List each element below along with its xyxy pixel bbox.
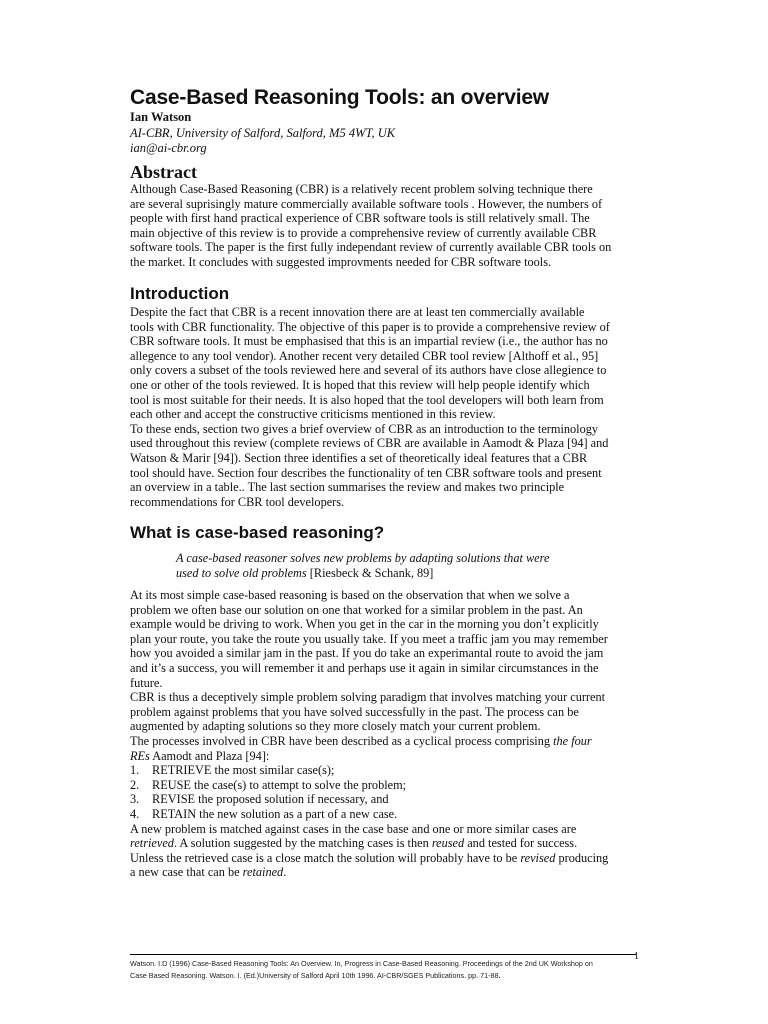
body-text: . (283, 865, 287, 880)
quote-line: used to solve old problems (176, 565, 307, 580)
intro-line: Watson & Marir [94]). Section three identifies a set of theoretically ideal features that a CBR (130, 450, 588, 465)
intro-line: one or other of the tools reviewed. It is hoped that this review will help people identify which (130, 377, 590, 392)
intro-line: tool is most suitable for their needs. It is also hoped that the tool developers will both learn from (130, 392, 604, 407)
body-line: plan your route, you take the route you usually take. If you meet a traffic jam you may remember (130, 631, 608, 646)
intro-line: an overview in a table.. The last section summarises the review and makes two principle (130, 480, 565, 495)
body-text: producing (555, 850, 609, 865)
step-text: RETAIN the new solution as a part of a new case. (152, 806, 398, 821)
author-affiliation: AI-CBR, University of Salford, Salford, M5 4WT, UK (130, 126, 396, 140)
author-email: ian@ai-cbr.org (130, 141, 207, 155)
citation-footer (130, 958, 593, 982)
footer-text: Case Based Reasoning. Watson. I. (Ed.)University of Salford April 10th 1996. AI-CBR/SGES Publications. pp. 71-88 (130, 971, 499, 980)
cbr-step-item (130, 763, 650, 778)
body-line: problem we often base our solution on one that worked for a similar problem in the past. An (130, 602, 583, 617)
step-text: REVISE the proposed solution if necessary, and (152, 792, 389, 807)
cbr-step-item (130, 778, 650, 793)
intro-line: tool should have. Section four describes the functionality of ten CBR software tools and present (130, 465, 602, 480)
introduction-heading: Introduction (130, 284, 230, 303)
body-line: CBR is thus a deceptively simple problem solving paradigm that involves matching your current (130, 690, 606, 705)
abstract-line: main objective of this review is to provide a comprehensive review of currently available CBR (130, 225, 597, 240)
body-line: A new problem is matched against cases in the case base and one or more similar cases are (130, 821, 577, 836)
body-text: Unless the retrieved case is a close match the solution will probably have to be (130, 850, 521, 865)
paper-title: Case-Based Reasoning Tools: an overview (130, 86, 549, 109)
abstract-heading: Abstract (130, 162, 197, 182)
body-line (130, 851, 650, 866)
what-is-cbr-body (130, 588, 650, 880)
footer-divider (130, 954, 636, 955)
body-line: example would be driving to work. When you get in the car in the morning you don’t explicitly (130, 617, 599, 632)
step-number: 3. (130, 792, 140, 807)
author-name: Ian Watson (130, 110, 192, 124)
intro-line: used throughout this review (complete reviews of CBR are available in Aamodt & Plaza [94] and (130, 436, 609, 451)
step-number: 2. (130, 777, 140, 792)
what-is-cbr-heading: What is case-based reasoning? (130, 523, 385, 542)
intro-line: tools with CBR functionality. The objective of this paper is to provide a comprehensive review of (130, 319, 610, 334)
quote-citation: [Riesbeck & Schank, 89] (306, 565, 434, 580)
abstract-line: the market. It concludes with suggested improvments needed for CBR software tools. (130, 254, 552, 269)
intro-line: CBR software tools. It must be emphasised that this is an impartial review (i.e., the author has no (130, 334, 608, 349)
cbr-step-item (130, 807, 650, 822)
body-line: augmented by adapting solutions so they more closely match your current problem. (130, 719, 541, 734)
step-text: REUSE the case(s) to attempt to solve the problem; (152, 777, 407, 792)
body-line (130, 749, 650, 764)
intro-line: each other and accept the constructive criticisms mentioned in this review. (130, 407, 496, 422)
step-text: RETRIEVE the most similar case(s); (152, 763, 335, 778)
body-text: . A solution suggested by the matching cases is then (173, 836, 432, 851)
body-italic: reused (431, 836, 465, 851)
body-line: and it’s a success, you will remember it and perhaps use it again in similar circumstances in the (130, 660, 599, 675)
abstract-line: people with first hand practical experience of CBR software tools is still relatively small. The (130, 211, 590, 226)
epigraph-quote (176, 551, 549, 580)
body-italic: retrieved (130, 836, 174, 851)
body-italic: retained (242, 865, 284, 880)
intro-line: recommendations for CBR tool developers. (130, 494, 345, 509)
body-text: The processes involved in CBR have been described as a cyclical process comprising (130, 733, 554, 748)
introduction-body (130, 305, 650, 509)
body-line: At its most simple case-based reasoning is based on the observation that when we solve a (130, 588, 570, 602)
body-text: a new case that can be (130, 865, 243, 880)
step-number: 1. (130, 763, 140, 778)
body-italic: REs (130, 748, 150, 763)
step-number: 4. (130, 806, 140, 821)
abstract-line: are several suprisingly mature commercially available software tools . However, the numbers of (130, 196, 603, 211)
intro-line: To these ends, section two gives a brief overview of CBR as an introduction to the terminology (130, 421, 599, 436)
footer-line: Watson. I.D (1996) Case-Based Reasoning Tools: An Overview. In, Progress in Case-Based Reasoning. Proceedings of the 2nd UK Workshop on (130, 959, 593, 968)
body-line: how you avoided a similar jam in the past. If you do take an experimantal route to avoid the jam (130, 646, 604, 661)
body-text: Aamodt and Plaza [94]: (149, 748, 270, 763)
body-italic: the four (553, 733, 592, 748)
intro-line: only covers a subset of the tools reviewed here and several of its authors have close allegience to (130, 363, 607, 378)
body-text: and tested for success. (464, 836, 578, 851)
body-line: future. (130, 675, 163, 690)
abstract-body (130, 182, 650, 270)
abstract-line: software tools. The paper is the first fully independant review of currently available CBR tools on (130, 240, 612, 255)
footer-text: . (498, 971, 501, 980)
page-number: 1 (634, 951, 639, 962)
quote-line: A case-based reasoner solves new problems by adapting solutions that were (176, 551, 550, 565)
body-line (130, 836, 650, 851)
intro-line: Despite the fact that CBR is a recent innovation there are at least ten commercially available (130, 305, 585, 319)
body-italic: revised (520, 850, 556, 865)
footer-line (130, 970, 593, 982)
body-line (130, 865, 650, 880)
body-line (130, 734, 650, 749)
intro-line: allegence to any tool vendor). Another recent very detailed CBR tool review [Althoff et al., 95] (130, 348, 599, 363)
cbr-step-item (130, 792, 650, 807)
abstract-line: Although Case-Based Reasoning (CBR) is a relatively recent problem solving technique there (130, 182, 593, 196)
body-line: problem against problems that you have solved successfully in the past. The process can be (130, 704, 579, 719)
